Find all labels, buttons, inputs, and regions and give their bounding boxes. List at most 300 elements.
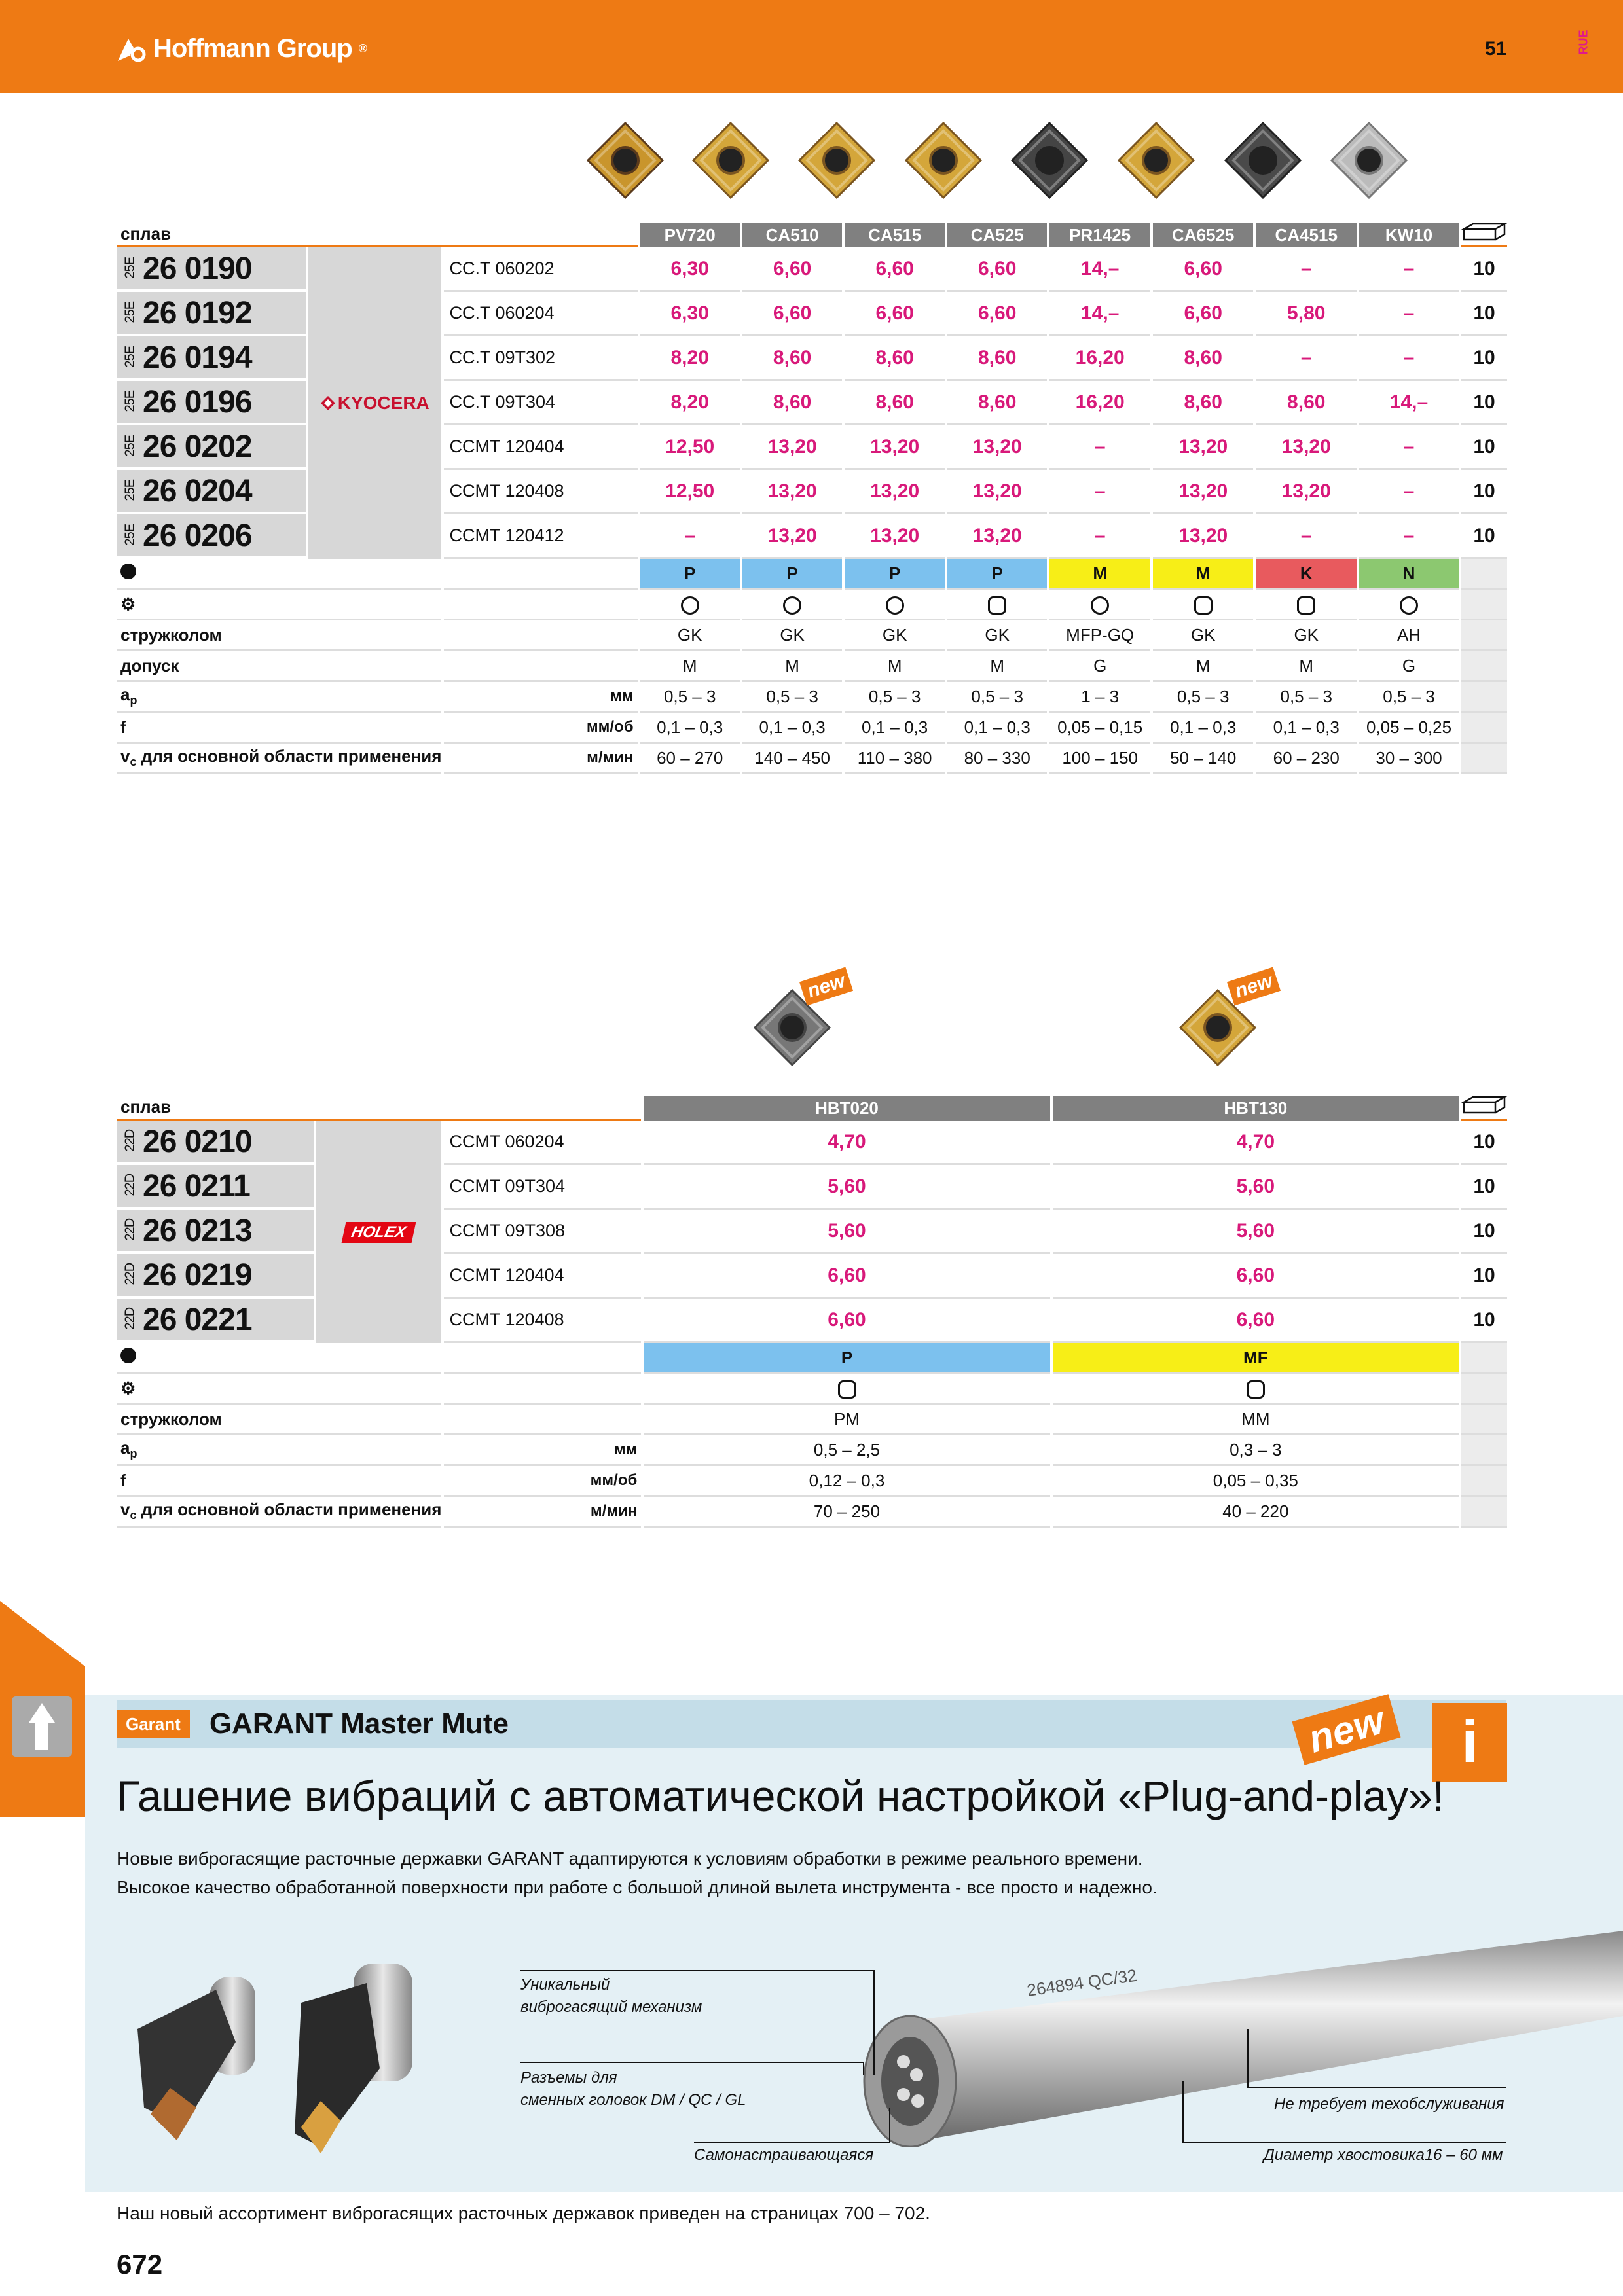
param-symbol: v	[120, 1499, 130, 1520]
price: 6,60	[644, 1299, 1049, 1343]
price: 5,60	[644, 1210, 1049, 1254]
designation: CC.T 09T304	[444, 381, 637, 425]
page-number: 672	[117, 2249, 163, 2280]
grade-header-row	[117, 1096, 1507, 1121]
chipbreaker-value: MFP-GQ	[1049, 620, 1150, 651]
table-row	[117, 1466, 1507, 1497]
feed-value: 0,1 – 0,3	[1256, 713, 1357, 744]
param-subscript: c	[130, 1509, 137, 1522]
callout-connectors: Разъемы для сменных головок DM / QC / GL	[520, 2069, 746, 2109]
chip-form	[1053, 1374, 1459, 1405]
grade-ca525: CA525	[947, 223, 1048, 247]
article-number[interactable]	[117, 381, 306, 425]
depth-of-cut-unit: мм	[444, 1435, 641, 1466]
price: 8,20	[640, 336, 740, 381]
tolerance-value: M	[1153, 651, 1254, 682]
table-row	[117, 1374, 1507, 1405]
depth-of-cut-value: 0,5 – 3	[845, 682, 945, 713]
price: 13,20	[1256, 425, 1357, 470]
price: –	[1049, 514, 1150, 559]
price: 8,20	[640, 381, 740, 425]
chipbreaker-value: GK	[845, 620, 945, 651]
price: 4,70	[644, 1121, 1049, 1165]
price: –	[1049, 470, 1150, 514]
article-prefix: 25E	[122, 435, 137, 457]
price: 14,–	[1049, 247, 1150, 292]
cutting-speed-label	[117, 744, 441, 774]
price: 5,60	[1053, 1210, 1459, 1254]
price: 8,60	[947, 381, 1048, 425]
grade-kw10: KW10	[1359, 223, 1459, 247]
feed-value: 0,05 – 0,15	[1049, 713, 1150, 744]
geometry-unit	[444, 1374, 641, 1405]
chip-form	[947, 590, 1048, 620]
article-prefix: 25E	[122, 346, 137, 368]
depth-of-cut-value: 0,5 – 3	[1359, 682, 1459, 713]
brand-name: Hoffmann Group	[153, 34, 352, 63]
package-quantity: 10	[1461, 1254, 1507, 1299]
chipbreaker-geometry-icon: ⚙	[120, 1378, 136, 1398]
empty-cell	[1461, 559, 1507, 590]
cutting-speed-unit: м/мин	[444, 1497, 641, 1528]
chipbreaker-value: GK	[1153, 620, 1254, 651]
tolerance-text: допуск	[120, 655, 179, 675]
package-quantity: 10	[1461, 336, 1507, 381]
article-code: 26 0196	[143, 384, 252, 420]
chip-form	[1256, 590, 1357, 620]
grade-header-row	[117, 223, 1507, 247]
price: 13,20	[742, 425, 843, 470]
price: 6,60	[742, 247, 843, 292]
chipbreaker-value: MM	[1053, 1405, 1459, 1435]
feed-unit: мм/об	[444, 1466, 641, 1497]
empty-cell	[1461, 620, 1507, 651]
cutting-speed-unit: м/мин	[444, 744, 637, 774]
feed-value: 0,1 – 0,3	[742, 713, 843, 744]
chipbreaker-unit	[444, 1405, 641, 1435]
price: 6,60	[845, 247, 945, 292]
article-code: 26 0211	[143, 1168, 250, 1204]
cutting-speed-label	[117, 1497, 441, 1528]
price: 6,60	[1153, 247, 1254, 292]
price: 6,60	[845, 292, 945, 336]
article-prefix: 25E	[122, 257, 137, 279]
price: 8,60	[845, 381, 945, 425]
price: –	[1049, 425, 1150, 470]
promo-para-2: Высокое качество обработанной поверхности при работе с большой длиной вылета инструмента - все просто и надежно.	[117, 1877, 1158, 1897]
article-prefix: 22D	[122, 1219, 137, 1241]
designation: CCMT 120404	[444, 425, 637, 470]
package-quantity: 10	[1461, 1299, 1507, 1343]
article-number[interactable]	[117, 336, 306, 381]
chip-form-icon	[988, 596, 1006, 615]
chip-form-icon	[1297, 596, 1315, 615]
tolerance-value: G	[1359, 651, 1459, 682]
callout-self-tuning: Самонастраивающаяся	[694, 2146, 874, 2164]
empty-cell	[1461, 1435, 1507, 1466]
application-dot-icon	[120, 1348, 136, 1363]
tolerance-value: M	[1256, 651, 1357, 682]
price: 14,–	[1359, 381, 1459, 425]
chip-form-icon	[838, 1380, 856, 1399]
empty-cell	[1461, 1497, 1507, 1528]
garant-logo: Garant	[117, 1710, 190, 1738]
price: 12,50	[640, 425, 740, 470]
iso-label	[117, 1343, 441, 1374]
article-code: 26 0219	[143, 1257, 252, 1293]
designation: CCMT 09T308	[444, 1210, 641, 1254]
article-prefix: 22D	[122, 1308, 137, 1330]
holex-logo: HOLEX	[342, 1222, 416, 1243]
kyocera-logo-text: KYOCERA	[337, 393, 429, 413]
geometry-label	[117, 590, 441, 620]
price: 6,60	[1053, 1254, 1459, 1299]
chipbreaker-value: GK	[947, 620, 1048, 651]
hoffmann-logo[interactable]: Hoffmann Group ®	[117, 34, 367, 63]
depth-of-cut-value: 0,5 – 2,5	[644, 1435, 1049, 1466]
kyocera-logo	[308, 393, 441, 414]
chipbreaker-label	[117, 1405, 441, 1435]
table-row	[117, 744, 1507, 774]
price: –	[1359, 336, 1459, 381]
cutting-speed-value: 110 – 380	[845, 744, 945, 774]
feed-text: f	[120, 1470, 126, 1490]
cutting-speed-value: 70 – 250	[644, 1497, 1049, 1528]
tolerance-unit	[444, 651, 637, 682]
chip-form	[640, 590, 740, 620]
param-subscript: p	[130, 1447, 137, 1461]
designation: CC.T 09T302	[444, 336, 637, 381]
price: 6,30	[640, 292, 740, 336]
chip-form-icon	[681, 596, 699, 615]
price: 8,60	[1153, 381, 1254, 425]
iso-group: K	[1256, 559, 1357, 590]
grade-ca515: CA515	[845, 223, 945, 247]
article-code: 26 0190	[143, 251, 252, 286]
info-icon[interactable]: i	[1432, 1703, 1507, 1782]
article-code: 26 0204	[143, 473, 252, 509]
chip-form	[742, 590, 843, 620]
tolerance-value: M	[742, 651, 843, 682]
param-symbol: v	[120, 746, 130, 766]
grade-hbt020: HBT020	[644, 1096, 1049, 1121]
grade-pv720: PV720	[640, 223, 740, 247]
feed-value: 0,1 – 0,3	[845, 713, 945, 744]
price: 5,80	[1256, 292, 1357, 336]
designation: CCMT 120412	[444, 514, 637, 559]
table-row	[117, 1497, 1507, 1528]
chip-form	[644, 1374, 1049, 1405]
tool-heads-image	[124, 1950, 439, 2173]
insert-image-ca515	[794, 118, 879, 203]
article-number[interactable]	[117, 1165, 314, 1210]
price: 13,20	[1153, 425, 1254, 470]
insert-image-ca510	[688, 118, 773, 203]
param-description: для основной области применения	[136, 746, 442, 766]
cutting-speed-value: 140 – 450	[742, 744, 843, 774]
designation: CC.T 060202	[444, 247, 637, 292]
article-number[interactable]	[117, 1121, 314, 1165]
feed-value: 0,1 – 0,3	[640, 713, 740, 744]
tolerance-value: G	[1049, 651, 1150, 682]
package-quantity: 10	[1461, 292, 1507, 336]
price: 6,60	[644, 1254, 1049, 1299]
bar-engraving: 264894 QC/32	[1025, 1965, 1139, 2000]
depth-of-cut-value: 1 – 3	[1049, 682, 1150, 713]
chipbreaker-value: GK	[1256, 620, 1357, 651]
tolerance-label	[117, 651, 441, 682]
price: 13,20	[947, 470, 1048, 514]
price: 6,60	[947, 247, 1048, 292]
language-code: RUE	[1577, 29, 1590, 55]
section-page-number: 51	[1485, 38, 1507, 60]
price: 6,60	[1153, 292, 1254, 336]
price: 13,20	[845, 425, 945, 470]
article-number[interactable]	[117, 1254, 314, 1299]
article-number[interactable]	[117, 247, 306, 292]
price: 8,60	[1153, 336, 1254, 381]
package-quantity: 10	[1461, 1121, 1507, 1165]
grade-label: сплав	[117, 223, 638, 247]
designation: CC.T 060204	[444, 292, 637, 336]
price: 16,20	[1049, 336, 1150, 381]
table-row	[117, 1435, 1507, 1466]
price: –	[1359, 292, 1459, 336]
price: –	[1256, 247, 1357, 292]
iso-group: P	[742, 559, 843, 590]
new-badge: new	[1292, 1694, 1400, 1765]
article-code: 26 0202	[143, 429, 252, 464]
param-subscript: c	[130, 755, 137, 769]
chip-form	[845, 590, 945, 620]
callout-mechanism: Уникальный виброгасящий механизм	[520, 1976, 702, 2016]
price: –	[640, 514, 740, 559]
promo-title: GARANT Master Mute	[209, 1708, 509, 1740]
price: 8,60	[742, 336, 843, 381]
article-prefix: 25E	[122, 524, 137, 546]
tolerance-value: M	[947, 651, 1048, 682]
article-prefix: 25E	[122, 302, 137, 323]
chip-form	[1153, 590, 1254, 620]
feed-text: f	[120, 717, 126, 737]
chip-form-icon	[1247, 1380, 1265, 1399]
package-quantity: 10	[1461, 381, 1507, 425]
package-icon	[1461, 1096, 1507, 1121]
depth-of-cut-value: 0,5 – 3	[947, 682, 1048, 713]
package-quantity: 10	[1461, 514, 1507, 559]
price: 13,20	[1153, 470, 1254, 514]
article-prefix: 22D	[122, 1130, 137, 1152]
designation: CCMT 060204	[444, 1121, 641, 1165]
brand-cell	[308, 247, 441, 559]
depth-of-cut-value: 0,5 – 3	[1256, 682, 1357, 713]
article-number[interactable]	[117, 1299, 314, 1343]
table-row	[117, 247, 1507, 292]
empty-cell	[1461, 590, 1507, 620]
insert-image-ca6525	[1114, 118, 1199, 203]
depth-of-cut-unit: мм	[444, 682, 637, 713]
table-row	[117, 590, 1507, 620]
iso-group: M	[1049, 559, 1150, 590]
price: –	[1359, 470, 1459, 514]
table-row	[117, 651, 1507, 682]
chipbreaker-text: стружколом	[120, 1408, 222, 1429]
package-icon	[1461, 223, 1507, 247]
article-number[interactable]	[117, 1210, 314, 1254]
chip-form-icon	[1194, 596, 1213, 615]
price: 5,60	[1053, 1165, 1459, 1210]
table-row	[117, 682, 1507, 713]
insert-image-ca525	[901, 118, 986, 203]
iso-group: P	[644, 1343, 1049, 1374]
geometry-label	[117, 1374, 441, 1405]
price: 12,50	[640, 470, 740, 514]
table-row	[117, 1121, 1507, 1165]
feed-value: 0,05 – 0,35	[1053, 1466, 1459, 1497]
designation: CCMT 120404	[444, 1254, 641, 1299]
hoffmann-logo-icon	[117, 36, 147, 62]
chipbreaker-value: GK	[742, 620, 843, 651]
price: 4,70	[1053, 1121, 1459, 1165]
iso-label	[117, 559, 441, 590]
param-description: для основной области применения	[136, 1499, 442, 1520]
package-quantity: 10	[1461, 425, 1507, 470]
article-code: 26 0206	[143, 518, 252, 553]
article-prefix: 22D	[122, 1174, 137, 1196]
depth-of-cut-value: 0,5 – 3	[1153, 682, 1254, 713]
article-code: 26 0194	[143, 340, 252, 375]
cutting-speed-value: 100 – 150	[1049, 744, 1150, 774]
table-row	[117, 620, 1507, 651]
product-table-holex	[114, 1096, 1510, 1528]
price: 13,20	[1153, 514, 1254, 559]
article-number[interactable]	[117, 292, 306, 336]
empty-cell	[1461, 1466, 1507, 1497]
chip-form-icon	[886, 596, 904, 615]
empty-cell	[1461, 713, 1507, 744]
price: 13,20	[845, 470, 945, 514]
table-row	[117, 559, 1507, 590]
article-code: 26 0221	[143, 1302, 252, 1337]
price: 8,60	[845, 336, 945, 381]
table-row	[117, 1343, 1507, 1374]
price: –	[1256, 514, 1357, 559]
price: 6,60	[947, 292, 1048, 336]
price: 14,–	[1049, 292, 1150, 336]
price: 13,20	[845, 514, 945, 559]
grade-ca4515: CA4515	[1256, 223, 1357, 247]
article-prefix: 25E	[122, 480, 137, 501]
price: –	[1359, 514, 1459, 559]
article-number[interactable]	[117, 514, 306, 559]
insert-image-pr1425	[1007, 118, 1092, 203]
param-symbol: a	[120, 685, 130, 705]
price: 16,20	[1049, 381, 1150, 425]
cutting-speed-value: 50 – 140	[1153, 744, 1254, 774]
price: 8,60	[742, 381, 843, 425]
insert-image-kw10	[1326, 118, 1412, 203]
insert-image-ca4515	[1220, 118, 1305, 203]
package-quantity: 10	[1461, 1165, 1507, 1210]
promo-headline: Гашение вибраций с автоматической настройкой «Plug-and-play»!	[117, 1772, 1445, 1820]
price: 13,20	[947, 425, 1048, 470]
grade-ca510: CA510	[742, 223, 843, 247]
price: 8,60	[947, 336, 1048, 381]
cutting-speed-value: 40 – 220	[1053, 1497, 1459, 1528]
designation: CCMT 09T304	[444, 1165, 641, 1210]
feed-unit: мм/об	[444, 713, 637, 744]
empty-cell	[1461, 1374, 1507, 1405]
header-bar	[0, 0, 1623, 93]
iso-group: P	[845, 559, 945, 590]
depth-of-cut-label	[117, 1435, 441, 1466]
tolerance-value: M	[845, 651, 945, 682]
insert-image-pv720	[583, 118, 668, 203]
geometry-unit	[444, 590, 637, 620]
param-symbol: a	[120, 1438, 130, 1458]
article-code: 26 0192	[143, 295, 252, 331]
cutting-speed-value: 80 – 330	[947, 744, 1048, 774]
price: 5,60	[644, 1165, 1049, 1210]
iso-group: P	[947, 559, 1048, 590]
chipbreaker-unit	[444, 620, 637, 651]
chip-form	[1359, 590, 1459, 620]
feed-value: 0,05 – 0,25	[1359, 713, 1459, 744]
feed-value: 0,1 – 0,3	[947, 713, 1048, 744]
catalog-reference: Наш новый ассортимент виброгасящих расточных державок приведен на страницах 700 – 702.	[117, 2203, 930, 2223]
price: 6,30	[640, 247, 740, 292]
designation: CCMT 120408	[444, 470, 637, 514]
empty-cell	[1461, 744, 1507, 774]
product-table-kyocera	[114, 223, 1510, 774]
article-prefix: 25E	[122, 391, 137, 412]
promo-para-1: Новые виброгасящие расточные державки GARANT адаптируются к условиям обработки в режиме реального времени.	[117, 1848, 1143, 1869]
chipbreaker-label	[117, 620, 441, 651]
boring-tool-icon[interactable]	[12, 1696, 72, 1757]
empty-cell	[1461, 682, 1507, 713]
article-code: 26 0213	[143, 1213, 252, 1248]
iso-group: MF	[1053, 1343, 1459, 1374]
chipbreaker-value: GK	[640, 620, 740, 651]
price: 13,20	[1256, 470, 1357, 514]
empty-cell	[1461, 1405, 1507, 1435]
chipbreaker-geometry-icon: ⚙	[120, 594, 136, 614]
article-number[interactable]	[117, 425, 306, 470]
promo-description	[117, 1844, 1158, 1902]
table-row	[117, 713, 1507, 744]
chipbreaker-text: стружколом	[120, 624, 222, 645]
depth-of-cut-label	[117, 682, 441, 713]
package-quantity: 10	[1461, 470, 1507, 514]
package-quantity: 10	[1461, 1210, 1507, 1254]
callout-maintenance-free: Не требует техобслуживания	[1274, 2095, 1504, 2113]
iso-unit	[444, 1343, 641, 1374]
cutting-speed-value: 60 – 230	[1256, 744, 1357, 774]
cutting-speed-value: 30 – 300	[1359, 744, 1459, 774]
tolerance-value: M	[640, 651, 740, 682]
depth-of-cut-value: 0,3 – 3	[1053, 1435, 1459, 1466]
empty-cell	[1461, 1343, 1507, 1374]
kyocera-logo-icon	[321, 396, 335, 410]
callout-shank-diameter: Диаметр хвостовика16 – 60 мм	[1264, 2146, 1503, 2164]
price: 13,20	[947, 514, 1048, 559]
price: 8,60	[1256, 381, 1357, 425]
grade-label: сплав	[117, 1096, 641, 1121]
article-number[interactable]	[117, 470, 306, 514]
new-tag: new	[799, 967, 853, 1005]
boring-bar-image	[845, 1924, 1623, 2147]
grade-pr1425: PR1425	[1049, 223, 1150, 247]
